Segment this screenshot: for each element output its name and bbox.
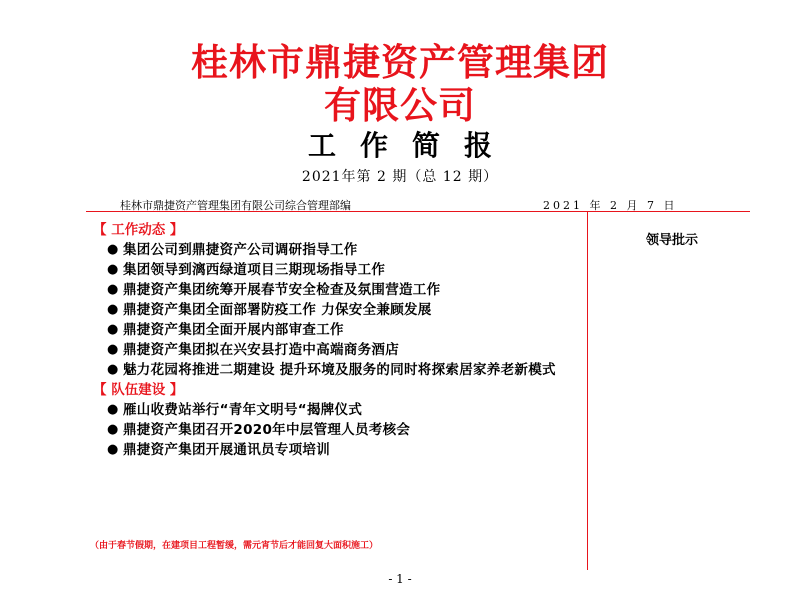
editor-line: 桂林市鼎捷资产管理集团有限公司综合管理部编 [120, 199, 351, 212]
bullet-icon: ● [107, 362, 119, 377]
list-item[interactable]: ● 魅力花园将推进二期建设 提升环境及服务的同时将探索居家养老新模式 [107, 362, 556, 378]
list-item[interactable]: ● 雁山收费站举行“青年文明号“揭牌仪式 [107, 402, 363, 418]
list-item[interactable]: ● 集团领导到漓西绿道项目三期现场指导工作 [107, 262, 386, 278]
doc-title: 工作简报 [307, 129, 516, 162]
list-item[interactable]: ● 鼎捷资产集团召开2020年中层管理人员考核会 [107, 422, 411, 438]
bullet-icon: ● [107, 262, 119, 277]
list-item[interactable]: ● 鼎捷资产集团全面开展内部审查工作 [107, 322, 344, 338]
section-heading-work-news: 【 工作动态 】 [93, 222, 184, 238]
bullet-icon: ● [107, 242, 119, 257]
list-item[interactable]: ● 鼎捷资产集团全面部署防疫工作 力保安全兼顾发展 [107, 302, 432, 318]
header-divider [86, 211, 750, 212]
bullet-icon: ● [107, 302, 119, 317]
bullet-icon: ● [107, 422, 119, 437]
issue-date: 2021 年 2 月 7 日 [543, 199, 678, 212]
bullet-icon: ● [107, 342, 119, 357]
section-heading-team-building: 【 队伍建设 】 [93, 382, 184, 398]
leader-instruction-label: 领导批示 [646, 233, 699, 248]
page-number: - 1 - [388, 572, 412, 586]
bullet-icon: ● [107, 322, 119, 337]
bullet-icon: ● [107, 442, 119, 457]
issue-number: 2021年第 2 期（总 12 期） [301, 169, 499, 185]
list-item[interactable]: ● 集团公司到鼎捷资产公司调研指导工作 [107, 242, 358, 258]
org-title-line1: 桂林市鼎捷资产管理集团 [191, 40, 609, 84]
bullet-icon: ● [107, 402, 119, 417]
footnote: （由于春节假期，在建项目工程暂缓，需元宵节后才能回复大面积施工） [90, 541, 379, 551]
column-divider [587, 212, 588, 570]
list-item[interactable]: ● 鼎捷资产集团统筹开展春节安全检查及氛围营造工作 [107, 282, 441, 298]
contents-list [93, 220, 583, 460]
org-title-line2: 有限公司 [324, 83, 476, 127]
bullet-icon: ● [107, 282, 119, 297]
list-item[interactable]: ● 鼎捷资产集团开展通讯员专项培训 [107, 442, 330, 458]
list-item[interactable]: ● 鼎捷资产集团拟在兴安县打造中高端商务酒店 [107, 342, 399, 358]
